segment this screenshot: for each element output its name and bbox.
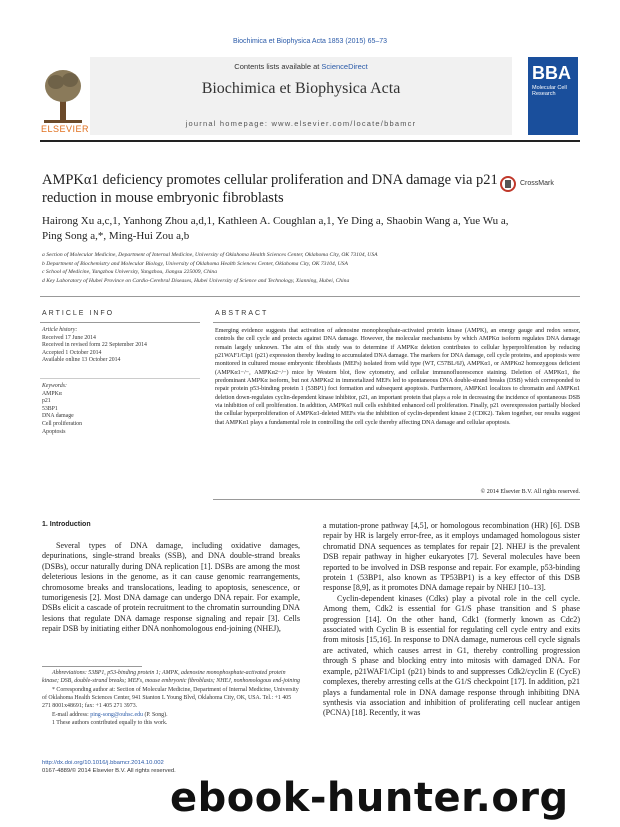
- abstract-heading: ABSTRACT: [215, 310, 269, 317]
- crossmark-label: CrossMark: [520, 180, 554, 187]
- abstract-copyright: © 2014 Elsevier B.V. All rights reserved.: [480, 489, 580, 495]
- header-rule: [40, 140, 580, 142]
- affiliation-b: b Department of Biochemistry and Molecular Biology, University of Oklahoma Health Sciences Center, Oklahoma City, OK 73104, USA: [42, 260, 348, 267]
- issn-line: 0167-4889/© 2014 Elsevier B.V. All rights reserved.: [42, 768, 176, 774]
- body-column-left: Several types of DNA damage, including oxidative damages, depurinations, single-strand breaks (SSB), and DNA double-strand breaks (DSBs), occur naturally during DNA replication [1]. DSBs are among the most deleterious lesions in the genome, as it can cause genomic rearrangements, chromosome breaks and translocations, leading to apoptosis, senescence, or tumorigenesis [2]. Most DNA damage can undergo DNA repair. For example, DSBs elicit a cascade of protein recruitment to the chromatin surrounding DNA lesions that regulate DNA damage response signaling and repair [3]. Cells repair DSB by initiating either DNA nonhomologous end-joining (NHEJ),: [42, 541, 300, 634]
- doi-link[interactable]: http://dx.doi.org/10.1016/j.bbamcr.2014.10.002: [42, 760, 164, 766]
- cover-subtitle: Molecular Cell Research: [532, 85, 567, 97]
- affiliation-a: a Section of Molecular Medicine, Department of Internal Medicine, University of Oklahoma Health Sciences Center, Oklahoma City, OK 73104, USA: [42, 252, 378, 258]
- keywords: [42, 383, 202, 436]
- elsevier-wordmark: ELSEVIER: [40, 124, 90, 134]
- keywords-rule: [40, 378, 200, 379]
- keyword-item: DNA damage: [42, 413, 74, 420]
- author-list: [42, 214, 578, 244]
- contents-line: Contents lists available at ScienceDirect: [234, 62, 368, 71]
- history-revised: Received in revised form 22 September 2014: [42, 342, 147, 349]
- affiliation-c: c School of Medicine, Yangzhou University, Yangzhou, Jiangsu 225009, China: [42, 269, 218, 276]
- watermark: ebook-hunter.org: [170, 775, 569, 821]
- article-history: [42, 327, 202, 365]
- abstract-bottom-rule: [213, 499, 580, 500]
- keyword-item: Apoptosis: [42, 428, 66, 435]
- article-title: AMPKα1 deficiency promotes cellular proliferation and DNA damage via p21 reduction in mouse embryonic fibroblasts: [42, 172, 498, 206]
- journal-homepage[interactable]: journal homepage: www.elsevier.com/locate/bbamcr: [185, 119, 417, 128]
- body-paragraph: Cyclin-dependent kinases (Cdks) play a pivotal role in the cell cycle. Among them, Cdk2 is essential for G1/S phase transition and S phase progression [14]. On the other hand, Cdk1 (formerly known as Cdc2) associated with Cyclin B is essential for regulating cell cycle entry and exits from mitosis [15,16]. In response to DNA damage, numerous cell cycle signals are activated, which causes arrest in G1, thereby controlling progression through S phase and blocking entry into mitosis with damaged DNA. For example, p21WAF1/Cip1 (p21) binds to and suppresses Cdk2/cyclin E (CycE) complexes, thereby arresting cells at the G1/S checkpoint [17]. In addition, p21 plays a fundamental role in DNA damage response through inhibiting DNA synthesis via association and inhibition of proliferating cell nuclear antigen (PCNA) [18]. Recently, it was: [323, 593, 580, 718]
- authors-line-2: Ping Song a,*, Ming-Hui Zou a,b: [42, 230, 190, 242]
- history-accepted: Accepted 1 October 2014: [42, 349, 102, 356]
- article-info-rule: [40, 322, 200, 323]
- journal-title: Biochimica et Biophysica Acta: [201, 80, 401, 97]
- article-info-heading: ARTICLE INFO: [42, 310, 115, 317]
- body-paragraph: a mutation-prone pathway [4,5], or homologous recombination (HR) [6]. DSB repair by HR is largely error-free, as it employs undamaged homologous sister chromatid DNA sequences as templates for repair [2]. NHEJ is the prevalent DSB repair pathway in higher eukaryotes [7]. Several molecules have been reported to be involved in DSB response and repair. For example, p53-binding protein 1 (53BP1, also known as TP53BP1) is a key effector of this DSB response [8,9], as it promotes DNA damage repair by NHEJ [10–13].: [323, 521, 580, 593]
- affiliation-d: d Key Laboratory of Hubei Province on Cardio-Cerebral Diseases, Hubei University of Science and Technology, Xianning, Hubei, China: [42, 277, 350, 284]
- footnotes: [42, 670, 300, 729]
- history-online: Available online 13 October 2014: [42, 357, 121, 364]
- history-label: Article history:: [42, 327, 78, 333]
- introduction-heading: 1. Introduction: [42, 521, 91, 528]
- keyword-item: 53BP1: [42, 405, 58, 412]
- crossmark-button[interactable]: [500, 176, 578, 194]
- journal-reference[interactable]: Biochimica et Biophysica Acta 1853 (2015) 65–73: [232, 38, 388, 45]
- email-link[interactable]: ping-song@ouhsc.edu: [90, 711, 143, 718]
- abbreviations-footnote: Abbreviations: 53BP1, p53-binding protein 1; AMPK, adenosine monophosphate-activated protein kinase; DSB, double-strand breaks; MEFs, mouse embryonic fibroblasts; NHEJ, nonhomologous end-joining: [42, 670, 300, 684]
- abstract-text: Emerging evidence suggests that activation of adenosine monophosphate-activated protein kinase (AMPK), an energy gauge and redox sensor, controls the cell cycle and protects against DNA damage. However, the molecular mechanisms by which AMPKα isoform regulates DNA damage remain largely unknown. The aim of this study was to determine if AMPKα deletion contributes to cellular hyperproliferation by reducing p21WAF1/Cip1 (p21) expression thereby leading to accumulated DNA damage. The markers for DNA damage, cell cycle proteins, and apoptosis were monitored in cultured mouse embryonic fibroblasts (MEFs) isolated from wild type (WT, C57BL/6J), AMPKα1, or AMPKα2 homozygous deficient (AMPKα1−/−, AMPKα2−/−) mice by Western blot, flow cytometry, and cellular immunofluorescence staining. Deletion of AMPKα1, the predominant AMPKα isoform, but not AMPKα2 in immortalized MEFs led to spontaneous DNA double-strand breaks (DSB) which corresponded to repair protein p53-binding protein 1 (53BP1) foci formation and subsequent apoptosis. Furthermore, AMPKα1 localizes to chromatin and AMPKα1 deletion down-regulates cyclin-dependent kinase inhibitor, p21, an important protein that plays a role in decreasing the incidence of spontaneous DSB via inhibition of cell proliferation. In addition, AMPKα1 null cells exhibited enhanced cell proliferation. Finally, p21 overexpression partially blocked the cellular hyperproliferation of AMPKα1-deleted MEFs via the inhibition of cyclin-dependent kinase 2 (CDK2). Taken together, our results suggest that AMPKα1 plays a fundamental role in controlling the cell cycle thereby affecting DNA damage and cellular apoptosis.: [215, 328, 580, 426]
- keyword-item: p21: [42, 398, 51, 405]
- cover-title: BBA: [532, 63, 571, 83]
- crossmark-bookmark-icon: [505, 180, 511, 188]
- sciencedirect-link[interactable]: ScienceDirect: [321, 62, 368, 71]
- journal-cover[interactable]: [528, 57, 578, 135]
- body-column-right: [323, 521, 580, 719]
- affiliations: [42, 251, 578, 285]
- equal-contribution-footnote: 1 These authors contributed equally to this work.: [52, 720, 168, 727]
- email-footnote: E-mail address: ping-song@ouhsc.edu (P. Song).: [52, 711, 168, 718]
- authors-line-1: Hairong Xu a,c,1, Yanhong Zhou a,d,1, Kathleen A. Coughlan a,1, Ye Ding a, Shaobin Wang a, Yue Wu a,: [42, 215, 509, 227]
- abstract-rule: [213, 322, 580, 323]
- keyword-item: Cell proliferation: [42, 420, 83, 427]
- history-received: Received 17 June 2014: [42, 334, 96, 341]
- section-rule: [40, 296, 580, 297]
- corresponding-author-footnote: * Corresponding author at: Section of Molecular Medicine, Department of Internal Medicine, University of Oklahoma Health Sciences Center, 941 Stanton L Young Blvd, Oklahoma City, OK, USA. Tel.: +1 405 271 8001x48691; fax: +1 405 271 3973.: [42, 686, 299, 709]
- footnote-rule: [42, 666, 142, 667]
- keyword-item: AMPKα: [42, 390, 62, 397]
- keywords-label: Keywords:: [42, 383, 67, 389]
